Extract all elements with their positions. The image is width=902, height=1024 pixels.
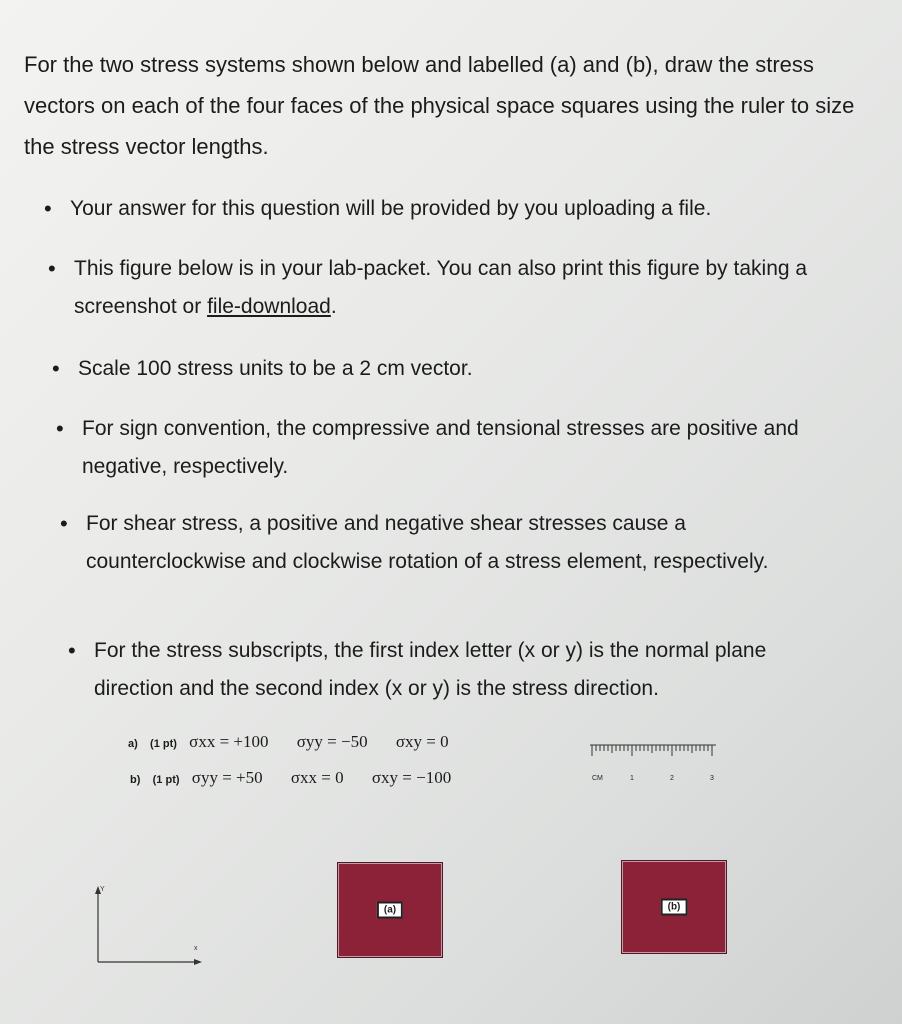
bullet-lab-packet-text: This figure below is in your lab-packet. You can also print this figure by taking a screenshot or <box>74 257 808 318</box>
ruler-tick-label-2: 2 <box>670 775 674 782</box>
equation-a-sigma-xx: σxx = +100 <box>189 732 269 751</box>
equation-row-b <box>130 768 475 788</box>
y-axis-label: Y <box>100 886 105 893</box>
x-axis-arrowhead <box>194 959 202 965</box>
ruler-ticks <box>592 745 712 756</box>
bullet-scale-text: Scale 100 stress units to be a 2 cm vector. <box>78 357 473 380</box>
equation-b-sigma-xx: σxx = 0 <box>290 768 344 787</box>
bullet-subscripts-text: For the stress subscripts, the first index letter (x or y) is the normal plane direction and the second index (x or y) is the stress direction. <box>94 639 767 700</box>
bullet-upload <box>44 190 880 228</box>
stress-square-a-label: (a) <box>377 902 403 919</box>
bullet-shear-text: For shear stress, a positive and negative shear stresses cause a counterclockwise and clockwise rotation of a stress element, respectively. <box>86 512 769 573</box>
bullet-sign-convention-text: For sign convention, the compressive and tensional stresses are positive and negative, respectively. <box>82 417 799 478</box>
coordinate-axes <box>86 882 216 972</box>
bullet-dot: • <box>68 638 76 663</box>
bullet-dot: • <box>44 196 52 221</box>
ruler <box>590 744 716 790</box>
equation-b-sigma-xy: σxy = −100 <box>371 768 452 787</box>
ruler-tick-label-3: 3 <box>710 775 714 782</box>
bullet-lab-packet <box>48 250 864 326</box>
bullet-lab-packet-end: . <box>330 295 337 318</box>
bullet-upload-text: Your answer for this question will be provided by you uploading a file. <box>70 197 712 220</box>
ruler-tick-label-1: 1 <box>630 775 634 782</box>
equation-b-sigma-yy: σyy = +50 <box>191 768 263 787</box>
equation-a-label: a) <box>128 738 138 750</box>
file-download-link[interactable]: file-download <box>207 295 331 318</box>
ruler-unit-label: CM <box>592 775 603 782</box>
stress-square-b <box>621 860 727 954</box>
equation-a-sigma-xy: σxy = 0 <box>395 732 449 751</box>
bullet-sign-convention <box>56 410 812 486</box>
equation-b-points: (1 pt) <box>152 774 180 786</box>
equation-a-sigma-yy: σyy = −50 <box>296 732 368 751</box>
bullet-dot: • <box>48 256 56 281</box>
bullet-dot: • <box>60 511 68 536</box>
bullet-dot: • <box>52 356 60 381</box>
stress-square-a <box>337 862 443 958</box>
equation-row-a <box>128 732 473 752</box>
stress-square-b-label: (b) <box>661 899 688 916</box>
question-intro: For the two stress systems shown below and labelled (a) and (b), draw the stress vectors on each of the four faces of the physical space squares using the ruler to size the stress vector lengths. <box>24 52 855 159</box>
x-axis-label: x <box>194 945 198 952</box>
bullet-scale <box>52 350 858 388</box>
equation-a-points: (1 pt) <box>150 738 177 750</box>
equation-b-label: b) <box>130 774 141 786</box>
bullet-dot: • <box>56 416 64 441</box>
bullet-shear <box>60 505 786 581</box>
bullet-subscripts <box>68 632 819 708</box>
